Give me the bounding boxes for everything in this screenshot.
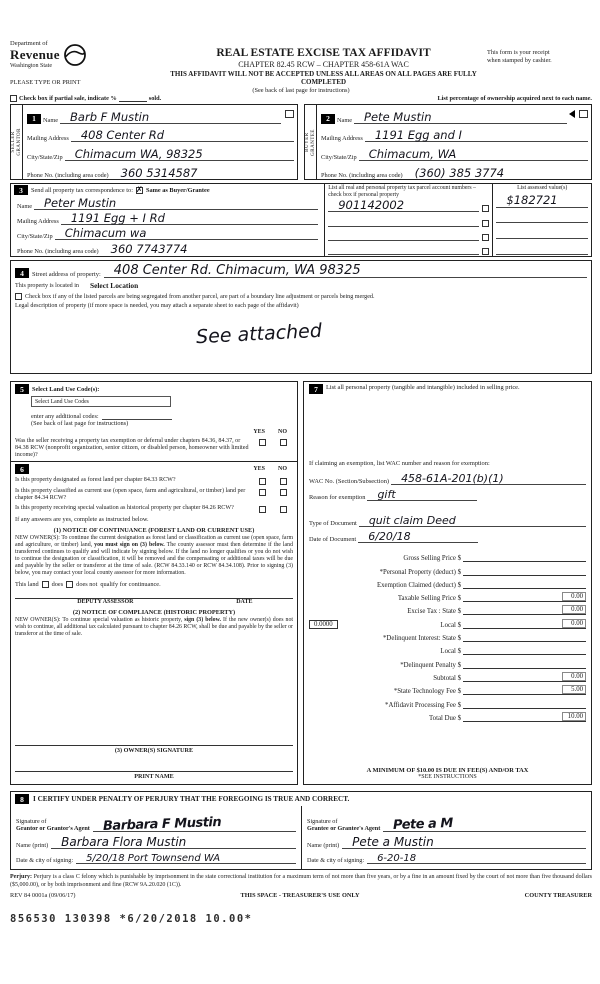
land-use-title: Select Land Use Code(s): <box>32 385 100 393</box>
q-historic-no-checkbox[interactable] <box>280 506 287 513</box>
see-back-note: (See back of last page for instructions) <box>252 87 350 94</box>
parcel-number-handwriting: 901142002 <box>338 198 405 213</box>
legal-description-label: Legal description of property (if more space is needed, you may attach a separate sheet to each page of the affidavit) <box>15 303 299 309</box>
selling-price-section <box>303 381 592 785</box>
section-8-number: 8 <box>15 794 29 804</box>
owners-signature-label: (3) OWNER(S) SIGNATURE <box>114 747 194 754</box>
tax-correspondence-section: 3 Send all property tax correspondence to: ✗ Same as Buyer/Grantee Name Peter Mustin Mailing Address 1191 Egg + I Rd City/State/Zip Chimacum wa Phone No. (including area code) 360 7743774 List all real and personal property tax parcel account numbers – check box if personal property 901142002 List assessed value(s) $182721 <box>10 183 592 257</box>
see-instructions-note: *SEE INSTRUCTIONS <box>418 774 477 780</box>
exemption-note: If claiming an exemption, list WAC number and reason for exemption: <box>309 460 490 467</box>
form-title: REAL ESTATE EXCISE TAX AFFIDAVIT <box>216 47 431 59</box>
correspondence-address-handwriting: 1191 Egg + I Rd <box>70 211 165 225</box>
q-forest-no-checkbox[interactable] <box>280 478 287 485</box>
partial-sale-label: Check box if partial sale, indicate % <box>19 95 117 102</box>
q-historic-yes-checkbox[interactable] <box>259 506 266 513</box>
please-type-note: PLEASE TYPE OR PRINT <box>10 79 81 86</box>
additional-codes-label: enter any additional codes: <box>31 413 99 420</box>
street-address-label: Street address of property: <box>32 271 101 278</box>
section-6-number: 6 <box>15 464 29 474</box>
grantee-signature-block: Signature of Grantee or Grantee's Agent Pete a M Name (print) Pete a Mustin Date & city of signing: 6-20-18 <box>301 806 591 869</box>
money-row-total-due: Total Due $ 10.00 <box>309 709 586 722</box>
buyer-ownership-percent-box <box>579 110 588 118</box>
perjury-notice: Perjury: Perjury is a class C felony which is punishable by imprisonment in the state correctional institution for a maximum term of not more than five years, or by a fine in an amount fixed by the court of not more than five thousand dollars ($5,000.00), or by both imprisonment and fine (RCW 9A.20.020 (1C)). <box>10 874 592 888</box>
section-3-number: 3 <box>14 185 28 195</box>
correspondence-name-handwriting: Peter Mustin <box>44 196 117 210</box>
money-row-delinquent-penalty: *Delinquent Penalty $ <box>309 655 586 668</box>
grantor-date-handwriting: 5/20/18 Port Townsend WA <box>86 853 221 864</box>
correspondence-phone-handwriting: 360 7743774 <box>110 242 188 256</box>
reason-label: Reason for exemption <box>309 494 366 501</box>
money-row-subtotal: Subtotal $ 0.00 <box>309 669 586 682</box>
section5-see-back: (See back of last page for instructions) <box>31 420 129 427</box>
wac-number-handwriting: 458-61A-201(b)(1) <box>401 472 504 485</box>
same-as-buyer-checkbox[interactable] <box>136 187 143 194</box>
wac-label: WAC No. (Section/Subsection) <box>309 478 390 485</box>
personal-property-checkbox-2[interactable] <box>482 220 489 227</box>
section-1-number: 1 <box>27 114 41 124</box>
correspondence-city-handwriting: Chimacum wa <box>64 226 147 240</box>
grantee-date-handwriting: 6-20-18 <box>377 853 417 864</box>
form-chapter: CHAPTER 82.45 RCW – CHAPTER 458-61A WAC <box>238 60 409 69</box>
seller-address-handwriting: 408 Center Rd <box>80 128 165 142</box>
reason-handwriting: gift <box>377 488 396 501</box>
buyer-name-handwriting: Pete Mustin <box>364 109 432 124</box>
field-marker-icon <box>569 110 575 118</box>
seller-name-row: 1 Name Barb F Mustin <box>24 105 297 124</box>
dor-logo-icon <box>63 43 87 67</box>
county-treasurer-label: COUNTY TREASURER <box>524 892 592 899</box>
notice-compliance-body: NEW OWNER(S): To continue special valuation as historic property, sign (3) below. If the new owner(s) does not wish to continue, all additional tax calculated pursuant to chapter 84.26 RCW, shall be due and payable by the seller or transferor at the time of sale. <box>15 617 294 637</box>
parcel-numbers-header: List all real and personal property tax parcel account numbers – check box if personal property <box>328 185 476 198</box>
land-use-section: 5 Select Land Use Code(s): Select Land Use Codes enter any additional codes: (See back of last page for instructions) YES NO Was the seller receiving a property tax exemption or deferral under chapters 84.36, 84.37, or 84.38 RCW (nonprofit organization, senior citizen, or disabled person, homeowner with limited income)? <box>10 381 298 462</box>
property-address-section <box>10 260 592 374</box>
treasurer-space-label: THIS SPACE - TREASURER'S USE ONLY <box>240 892 360 899</box>
located-in-label: This property is located in <box>15 282 79 289</box>
ownership-note: List percentage of ownership acquired next to each name. <box>437 95 592 102</box>
personal-property-checkbox-4[interactable] <box>482 248 489 255</box>
street-address-handwriting: 408 Center Rd. Chimacum, WA 98325 <box>113 263 361 278</box>
notice-continuance-body: NEW OWNER(S): To continue the current designation as forest land or classification as current use (open space, farm and agriculture, or timber) land, you must sign on (3) below. The county assessor must then determine if the land transferred continues to qualify and will indicate by signing below. If the land no longer qualifies or you do not wish to continue the designation or classification, it will be removed and the compensating or additional taxes will be due and payable by the seller or transferor at the time of sale. (RCW 84.33.140 or RCW 84.34.108). Prior to signing (3) below, you may contact your local county assessor for more information. <box>15 535 293 576</box>
current-use-question: Is this property classified as current use (open space, farm and agricultural, or timber) land per chapter 84.34 RCW? <box>15 488 246 501</box>
money-row-affidavit-processing-fee: *Affidavit Processing Fee $ <box>309 695 586 708</box>
buyer-address-handwriting: 1191 Egg and I <box>374 128 462 142</box>
doc-date-handwriting: 6/20/18 <box>368 530 411 543</box>
doc-date-label: Date of Document <box>309 536 357 543</box>
buyer-name-row: 2 Name Pete Mustin <box>318 105 591 124</box>
money-row-gross-selling-price: Gross Selling Price $ <box>309 549 586 562</box>
money-row-excise-tax-state: Excise Tax : State $ 0.00 <box>309 602 586 615</box>
money-row-personal-property: *Personal Property (deduct) $ <box>309 562 586 575</box>
assessed-values-header: List assessed value(s) <box>517 185 568 191</box>
money-row-taxable-selling-price: Taxable Selling Price $ 0.00 <box>309 589 586 602</box>
forest-land-question: Is this property designated as forest land per chapter 84.33 RCW? <box>15 477 176 483</box>
dor-logo <box>10 40 160 69</box>
grantee-signature-handwriting: Pete a M <box>393 815 454 834</box>
receipt-note: This form is your receipt when stamped by cashier. <box>487 49 552 65</box>
q-forest-yes-checkbox[interactable] <box>259 478 266 485</box>
partial-sale-checkbox[interactable] <box>10 95 17 102</box>
doc-type-label: Type of Document <box>309 520 357 527</box>
notice-continuance-title: (1) NOTICE OF CONTINUANCE (FOREST LAND OR CURRENT USE) <box>53 527 255 534</box>
seller-city-handwriting: Chimacum WA, 98325 <box>74 146 203 161</box>
form-header <box>10 40 592 69</box>
if-yes-note: If any answers are yes, complete as instructed below. <box>15 516 149 523</box>
section-2-number: 2 <box>321 114 335 124</box>
logo-name-text: Revenue <box>10 47 60 62</box>
historic-property-question: Is this property receiving special valuation as historical property per chapter 84.26 RCW? <box>15 505 234 511</box>
form-revision-number: REV 84 0001a (09/06/17) <box>10 892 76 899</box>
local-rate-box: 0.0000 <box>309 620 338 629</box>
personal-property-checkbox-3[interactable] <box>482 234 489 241</box>
section-4-number: 4 <box>15 268 29 278</box>
seller-box: SELLER GRANTOR 1 Name Barb F Mustin Mailing Address 408 Center Rd City/State/Zip Chimacum WA, 98325 Phone No. (including area code) 360 5314587 <box>10 104 298 180</box>
partial-sale-percent-line <box>119 95 147 102</box>
segregated-parcel-label: Check box if any of the listed parcels are being segregated from another parcel, are part of a boundary line adjustment or parcels being merged. <box>25 293 375 300</box>
seller-ownership-percent-box <box>285 110 294 118</box>
personal-property-label: List all personal property (tangible and intangible) included in selling price. <box>326 384 520 391</box>
owners-signature-line <box>15 736 293 746</box>
personal-property-checkbox-1[interactable] <box>482 205 489 212</box>
q-exemption-yes-checkbox[interactable] <box>259 439 266 446</box>
money-row-delinquent-interest-state: *Delinquent Interest: State $ <box>309 629 586 642</box>
seller-side-label: SELLER <box>10 131 16 153</box>
send-correspondence-label: Send all property tax correspondence to: <box>31 186 133 194</box>
grantor-printed-name-handwriting: Barbara Flora Mustin <box>61 835 187 849</box>
partial-sale-row: Check box if partial sale, indicate % sold. List percentage of ownership acquired next to each name. <box>10 95 592 102</box>
buyer-phone-handwriting: (360) 385 3774 <box>414 166 505 180</box>
print-name-line <box>15 762 293 772</box>
money-row-state-technology-fee: *State Technology Fee $ 5.00 <box>309 682 586 695</box>
grantee-printed-name-handwriting: Pete a Mustin <box>352 835 434 849</box>
print-name-label: PRINT NAME <box>134 773 174 780</box>
money-row-exemption-claimed: Exemption Claimed (deduct) $ <box>309 576 586 589</box>
land-use-codes-select[interactable]: Select Land Use Codes <box>31 396 171 407</box>
continuance-section: 6 YES NO Is this property designated as forest land per chapter 84.33 RCW? Is this property classified as current use (open space, farm and agricultural, or timber) land per chapter 84.34 RCW? Is this property receiving special valuation as historical property per chapter 84.26 RCW? If any answers are yes, complete as instructed below. (1) NOTICE OF CONTINUANCE (FOREST LAND OR CURRENT USE) NEW OWNER(S): To continue the current designation as forest land or classification as current use (open space, farm and agriculture, or timber) land, you must sign on (3) below. The county assessor must then determine if the land transferred continues to qualify and will indicate by signing below. If the land no longer qualifies or you do not wish to continue the designation or classification, it will be removed and the compensating or additional taxes will be due and payable by the seller or transferor at the time of sale. (RCW 84.33.140 or RCW 84.34.108). Prior to signing (3) below, you may contact your local county assessor for more information. This land does does not qualify for continuance. DEPUTY ASSESSOR DATE (2) NOTICE OF COMPLIANCE (HISTORIC PROPERTY) NEW OWNER(S): To continue special valuation as historic property, sign (3) below. If the new owner(s) does not wish to continue, all additional tax calculated pursuant to chapter 84.26 RCW, shall be due and payable by the seller or transferor at the time of sale. (3) OWNER(S) SIGNATURE PRINT NAME <box>10 462 298 785</box>
assessed-values-cell <box>492 184 591 256</box>
logo-dept-text: Department of <box>10 40 48 47</box>
seller-phone-handwriting: 360 5314587 <box>120 166 198 180</box>
minimum-due-note: A MINIMUM OF $10.00 IS DUE IN FEE(S) AND/OR TAX <box>366 767 529 774</box>
grantor-signature-block: Signature of Grantor or Grantor's Agent Barbara F Mustin Name (print) Barbara Flora Mustin Date & city of signing: 5/20/18 Port Townsend WA <box>11 806 301 869</box>
certification-section <box>10 791 592 870</box>
grantor-signature-handwriting: Barbara F Mustin <box>102 814 222 835</box>
logo-state-text: Washington State <box>10 63 53 69</box>
location-select[interactable]: Select Location <box>89 281 139 290</box>
money-row-excise-tax-local: 0.0000 Local $ 0.00 <box>309 615 586 628</box>
exemption-question: Was the seller receiving a property tax exemption or deferral under chapters 84.36, 84.37, or 84.38 RCW (nonprofit organization, senior citizen, or disabled person, homeowner with limited income)? <box>15 438 249 458</box>
buyer-side-label: BUYER <box>304 132 310 152</box>
money-row-delinquent-interest-local: Local $ <box>309 642 586 655</box>
land-does-not-checkbox[interactable] <box>66 581 73 588</box>
assessed-value-handwriting: $182721 <box>506 193 558 208</box>
notice-compliance-title: (2) NOTICE OF COMPLIANCE (HISTORIC PROPERTY) <box>72 609 236 616</box>
cashier-stamp: 856530 130398 *6/20/2018 10.00* <box>10 913 253 925</box>
form-footer <box>10 892 592 899</box>
deputy-assessor-row: DEPUTY ASSESSOR DATE <box>15 598 293 605</box>
doc-type-handwriting: quit claim Deed <box>368 514 456 527</box>
q-currentuse-yes-checkbox[interactable] <box>259 489 266 496</box>
legal-description-handwriting: See attached <box>195 319 323 349</box>
section-7-number: 7 <box>309 384 323 394</box>
parcel-numbers-cell <box>324 184 492 256</box>
certify-statement: I CERTIFY UNDER PENALTY OF PERJURY THAT THE FOREGOING IS TRUE AND CORRECT. <box>33 795 350 803</box>
segregated-parcel-checkbox[interactable] <box>15 293 22 300</box>
buyer-box: BUYER GRANTEE 2 Name Pete Mustin Mailing Address 1191 Egg and I City/State/Zip Chimacum, WA Phone No. (including area code) (360) 385 3774 <box>304 104 592 180</box>
section-5-number: 5 <box>15 384 29 394</box>
land-does-checkbox[interactable] <box>42 581 49 588</box>
warning-line: THIS AFFIDAVIT WILL NOT BE ACCEPTED UNLESS ALL AREAS ON ALL PAGES ARE FULLY COMPLETED <box>170 70 477 86</box>
seller-name-handwriting: Barb F Mustin <box>70 109 150 124</box>
q-currentuse-no-checkbox[interactable] <box>280 489 287 496</box>
q-exemption-no-checkbox[interactable] <box>280 439 287 446</box>
buyer-city-handwriting: Chimacum, WA <box>368 146 457 161</box>
